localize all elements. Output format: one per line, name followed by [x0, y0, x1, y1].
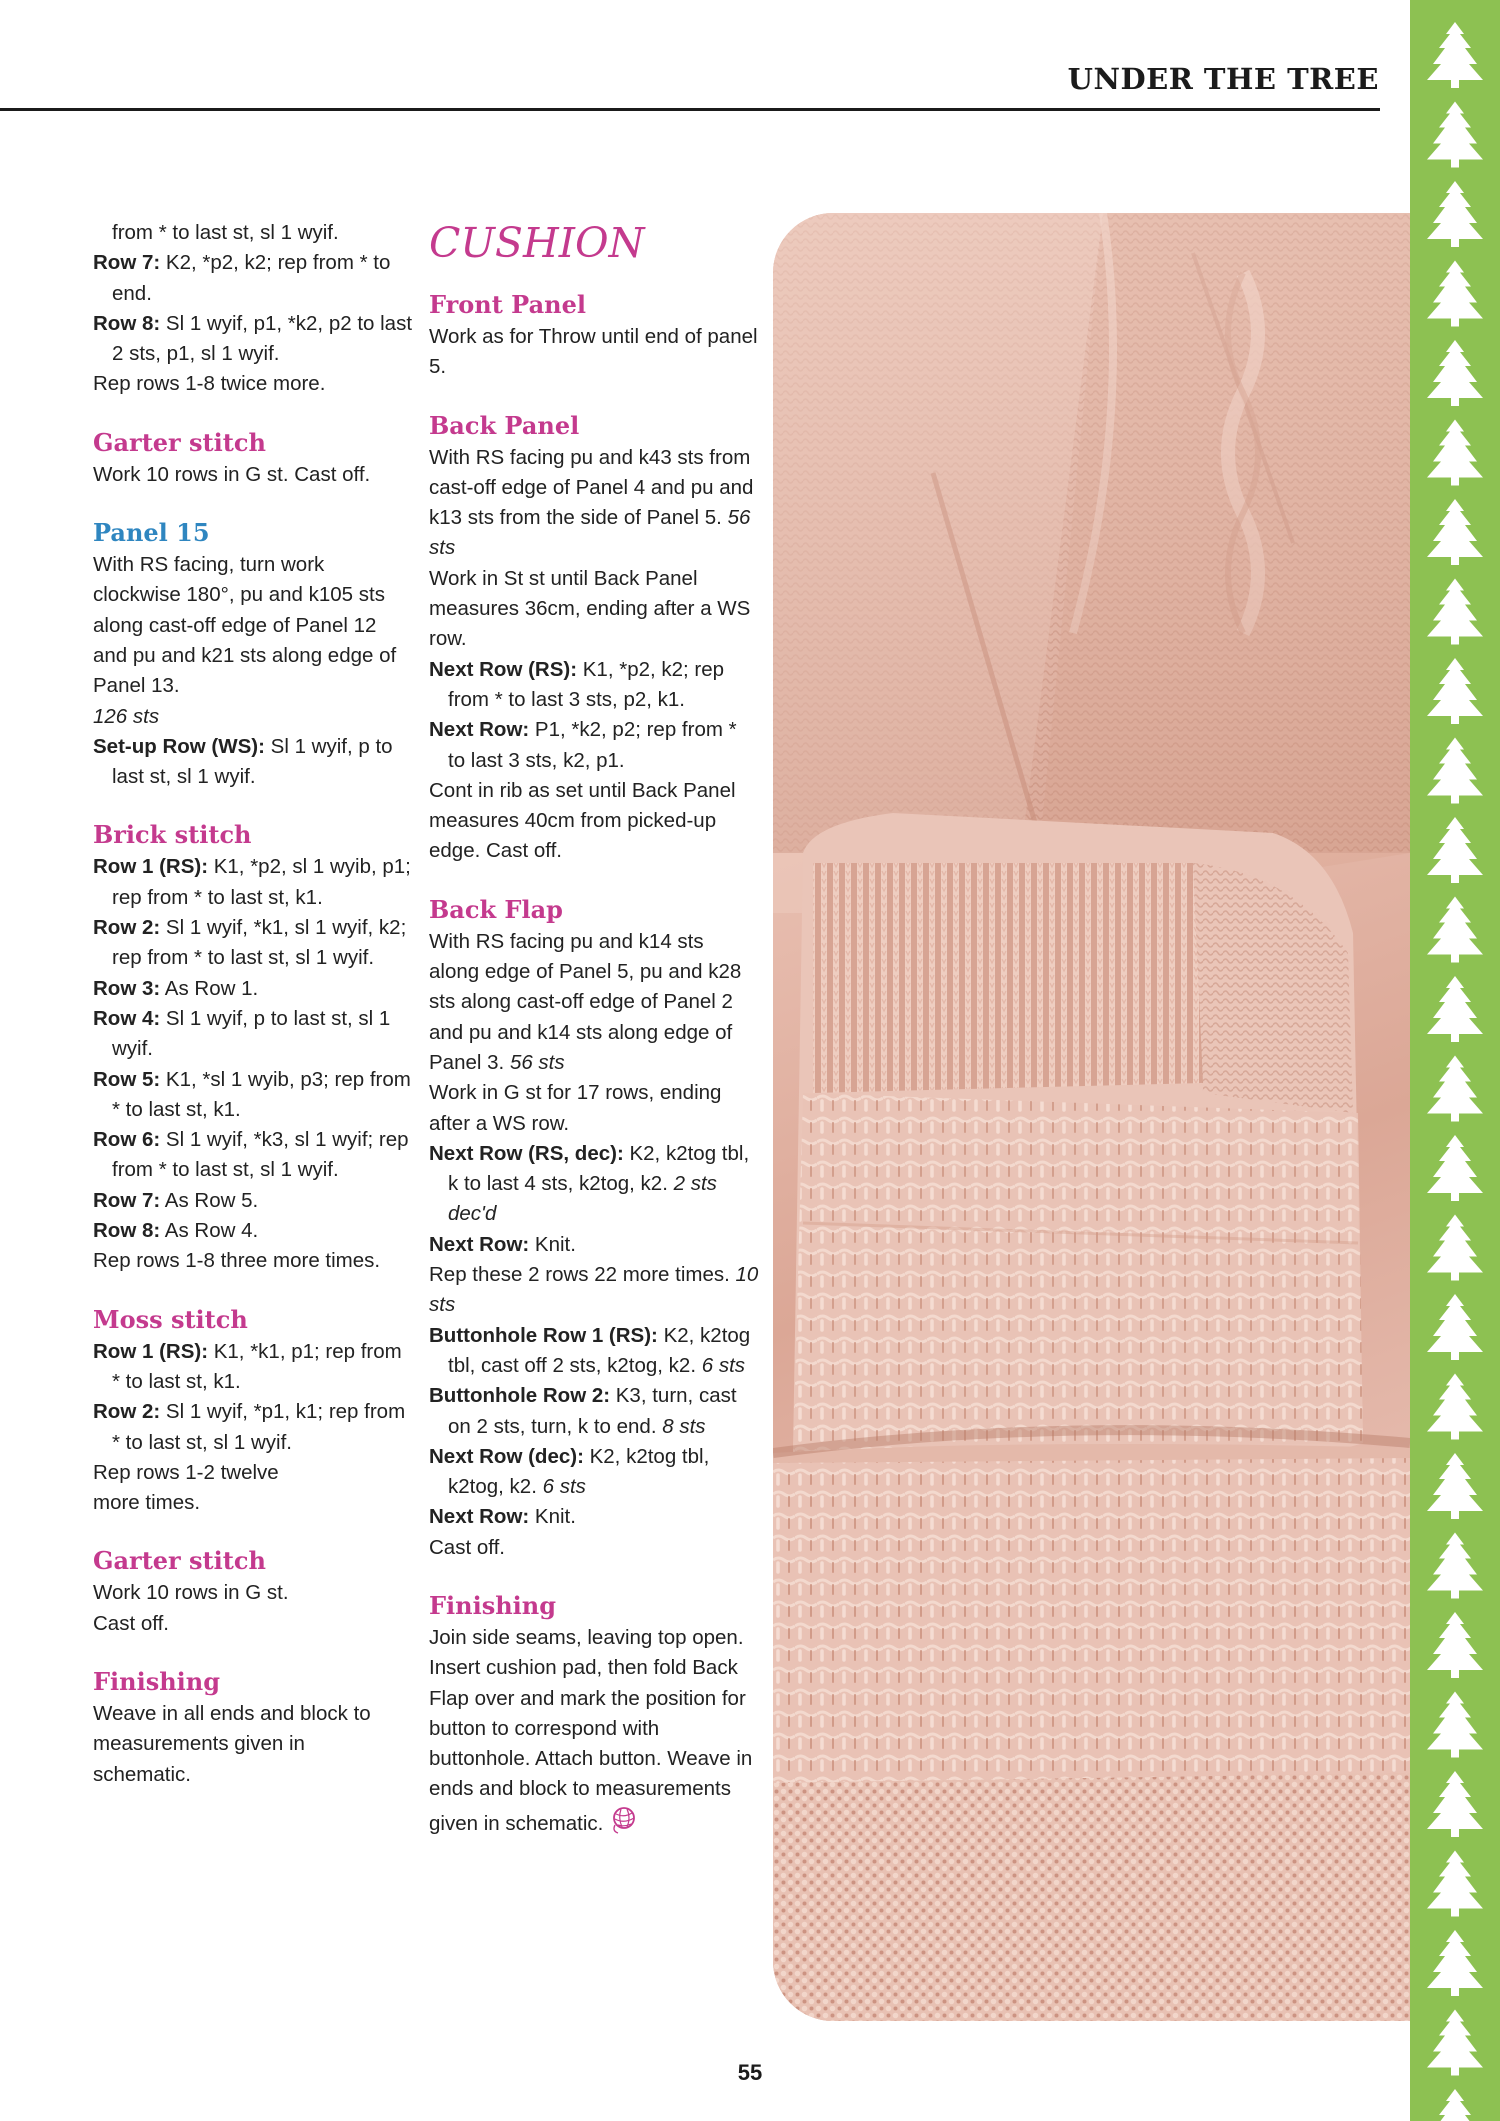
section-heading-back-flap: Back Flap — [429, 894, 563, 924]
section-heading-garter-stitch: Garter stitch — [93, 427, 266, 457]
tree-icon — [1427, 22, 1483, 88]
repeat-note: Rep these 2 rows 22 more times. 10 sts — [429, 1263, 759, 1317]
tree-icon — [1427, 1453, 1483, 1519]
tree-icon — [1427, 340, 1483, 406]
section-text: With RS facing, turn work clockwise 180°, pu and k105 sts along cast-off edge of Panel 12 and pu and k21 sts along edge of Panel 13. — [93, 553, 397, 698]
instruction-row: Next Row: Knit. — [429, 1505, 576, 1529]
section-text: Work in G st for 17 rows, ending after a WS row. — [429, 1081, 722, 1135]
column-middle — [429, 218, 759, 1844]
instruction-row: Buttonhole Row 2: K3, turn, cast on 2 sts, turn, k to end. 8 sts — [429, 1384, 737, 1438]
tree-icon — [1427, 738, 1483, 804]
tree-icon — [1427, 2089, 1483, 2121]
yarn-ball-icon — [609, 1805, 639, 1844]
instruction-row: Row 4: Sl 1 wyif, p to last st, sl 1 wyif. — [93, 1006, 391, 1061]
tree-icon — [1427, 1930, 1483, 1996]
section-text: Cont in rib as set until Back Panel measures 40cm from picked-up edge. Cast off. — [429, 778, 736, 863]
tree-icon — [1427, 976, 1483, 1042]
instruction-row: Row 2: Sl 1 wyif, *p1, k1; rep from * to last st, sl 1 wyif. — [93, 1400, 406, 1454]
header-rule — [0, 108, 1380, 111]
tree-icon — [1427, 658, 1483, 724]
section-heading-finishing: Finishing — [93, 1666, 221, 1696]
running-header: UNDER THE TREE — [1067, 62, 1379, 96]
instruction-row: Buttonhole Row 1 (RS): K2, k2tog tbl, cast off 2 sts, k2tog, k2. 6 sts — [429, 1323, 751, 1377]
tree-icon — [1427, 1215, 1483, 1281]
instruction-row: Next Row (dec): K2, k2tog tbl, k2tog, k2. 6 sts — [429, 1444, 710, 1499]
section-text: Work in St st until Back Panel measures 36cm, ending after a WS row. — [429, 566, 751, 651]
section-text: Weave in all ends and block to measurements given in schematic. — [93, 1701, 371, 1786]
section-text: With RS facing pu and k14 sts along edge of Panel 5, pu and k28 sts along cast-off edge of Panel 2 and pu and k14 sts along edge of Panel 3. 56 sts — [429, 929, 742, 1074]
section-heading-brick-stitch: Brick stitch — [93, 820, 252, 850]
tree-icon — [1427, 897, 1483, 963]
repeat-note: Rep rows 1-8 three more times. — [93, 1249, 381, 1273]
tree-icon — [1427, 1294, 1483, 1360]
tree-icon — [1427, 1135, 1483, 1201]
tree-icon — [1427, 579, 1483, 645]
instruction-row: Next Row: P1, *k2, p2; rep from * to last 3 sts, k2, p1. — [429, 718, 737, 772]
tree-icon — [1427, 1374, 1483, 1440]
instruction-row: Row 8: Sl 1 wyif, p1, *k2, p2 to last 2 sts, p1, sl 1 wyif. — [93, 311, 413, 366]
tree-icon — [1427, 1851, 1483, 1917]
tree-icon — [1427, 499, 1483, 565]
stitch-count: 126 sts — [93, 704, 160, 728]
knitted-cushion-photo — [773, 213, 1410, 2021]
section-text: With RS facing pu and k43 sts from cast-off edge of Panel 4 and pu and k13 sts from the side of Panel 5. 56 sts — [429, 445, 754, 560]
page-number: 55 — [737, 2060, 763, 2085]
section-heading-back-panel: Back Panel — [429, 410, 580, 440]
instruction-row: Row 6: Sl 1 wyif, *k3, sl 1 wyif; rep from * to last st, sl 1 wyif. — [93, 1128, 409, 1182]
section-heading-garter-stitch-2: Garter stitch — [93, 1546, 266, 1576]
section-text: Work as for Throw until end of panel 5. — [429, 325, 758, 379]
instruction-row: Next Row (RS): K1, *p2, k2; rep from * to last 3 sts, p2, k1. — [429, 657, 725, 711]
section-text: Cast off. — [429, 1535, 505, 1559]
instruction-row: Row 1 (RS): K1, *p2, sl 1 wyib, p1; rep from * to last st, k1. — [93, 855, 411, 909]
section-text: Work 10 rows in G st. Cast off. — [93, 462, 371, 486]
tree-icon — [1427, 1692, 1483, 1758]
tree-icon — [1427, 1056, 1483, 1122]
section-heading-finishing-cushion: Finishing — [429, 1590, 557, 1620]
instruction-row: Row 8: As Row 4. — [93, 1219, 259, 1243]
tree-pattern — [1410, 0, 1500, 2121]
instruction-row: Row 5: K1, *sl 1 wyib, p3; rep from * to last st, k1. — [93, 1067, 411, 1121]
instruction-row: Row 1 (RS): K1, *k1, p1; rep from * to last st, k1. — [93, 1339, 402, 1393]
column-left — [93, 218, 413, 1790]
sidebar-decoration — [1410, 0, 1500, 2121]
tree-icon — [1427, 1771, 1483, 1837]
section-heading-moss-stitch: Moss stitch — [93, 1304, 248, 1334]
tree-icon — [1427, 817, 1483, 883]
instruction-row: Row 2: Sl 1 wyif, *k1, sl 1 wyif, k2; rep from * to last st, sl 1 wyif. — [93, 916, 407, 970]
section-text: Work 10 rows in G st. Cast off. — [93, 1581, 289, 1635]
tree-icon — [1427, 181, 1483, 247]
section-text: Join side seams, leaving top open. Insert cushion pad, then fold Back Flap over and mark the position for button to correspond with buttonhole. Attach button. Weave in ends and block to measurements given in schematic. — [429, 1623, 759, 1844]
tree-icon — [1427, 1533, 1483, 1599]
repeat-note: Rep rows 1-8 twice more. — [93, 372, 326, 396]
tree-icon — [1427, 102, 1483, 168]
section-heading-panel-15: Panel 15 — [93, 518, 210, 548]
section-heading-front-panel: Front Panel — [429, 290, 586, 319]
instruction-row: Row 3: As Row 1. — [93, 976, 259, 1000]
tree-icon — [1427, 1612, 1483, 1678]
instruction-row: Set-up Row (WS): Sl 1 wyif, p to last st, sl 1 wyif. — [93, 734, 393, 789]
tree-icon — [1427, 261, 1483, 327]
instruction-row: Row 7: As Row 5. — [93, 1188, 259, 1212]
tree-icon — [1427, 420, 1483, 486]
instruction-row: Next Row: Knit. — [429, 1232, 576, 1256]
repeat-note: Rep rows 1-2 twelve more times. — [93, 1460, 279, 1515]
instruction-row: Next Row (RS, dec): K2, k2tog tbl, k to last 4 sts, k2tog, k2. 2 sts dec'd — [429, 1141, 750, 1226]
continued-line: from * to last st, sl 1 wyif. — [112, 221, 339, 244]
instruction-row: Row 7: K2, *p2, k2; rep from * to end. — [93, 251, 391, 305]
pattern-title: CUSHION — [429, 219, 645, 267]
